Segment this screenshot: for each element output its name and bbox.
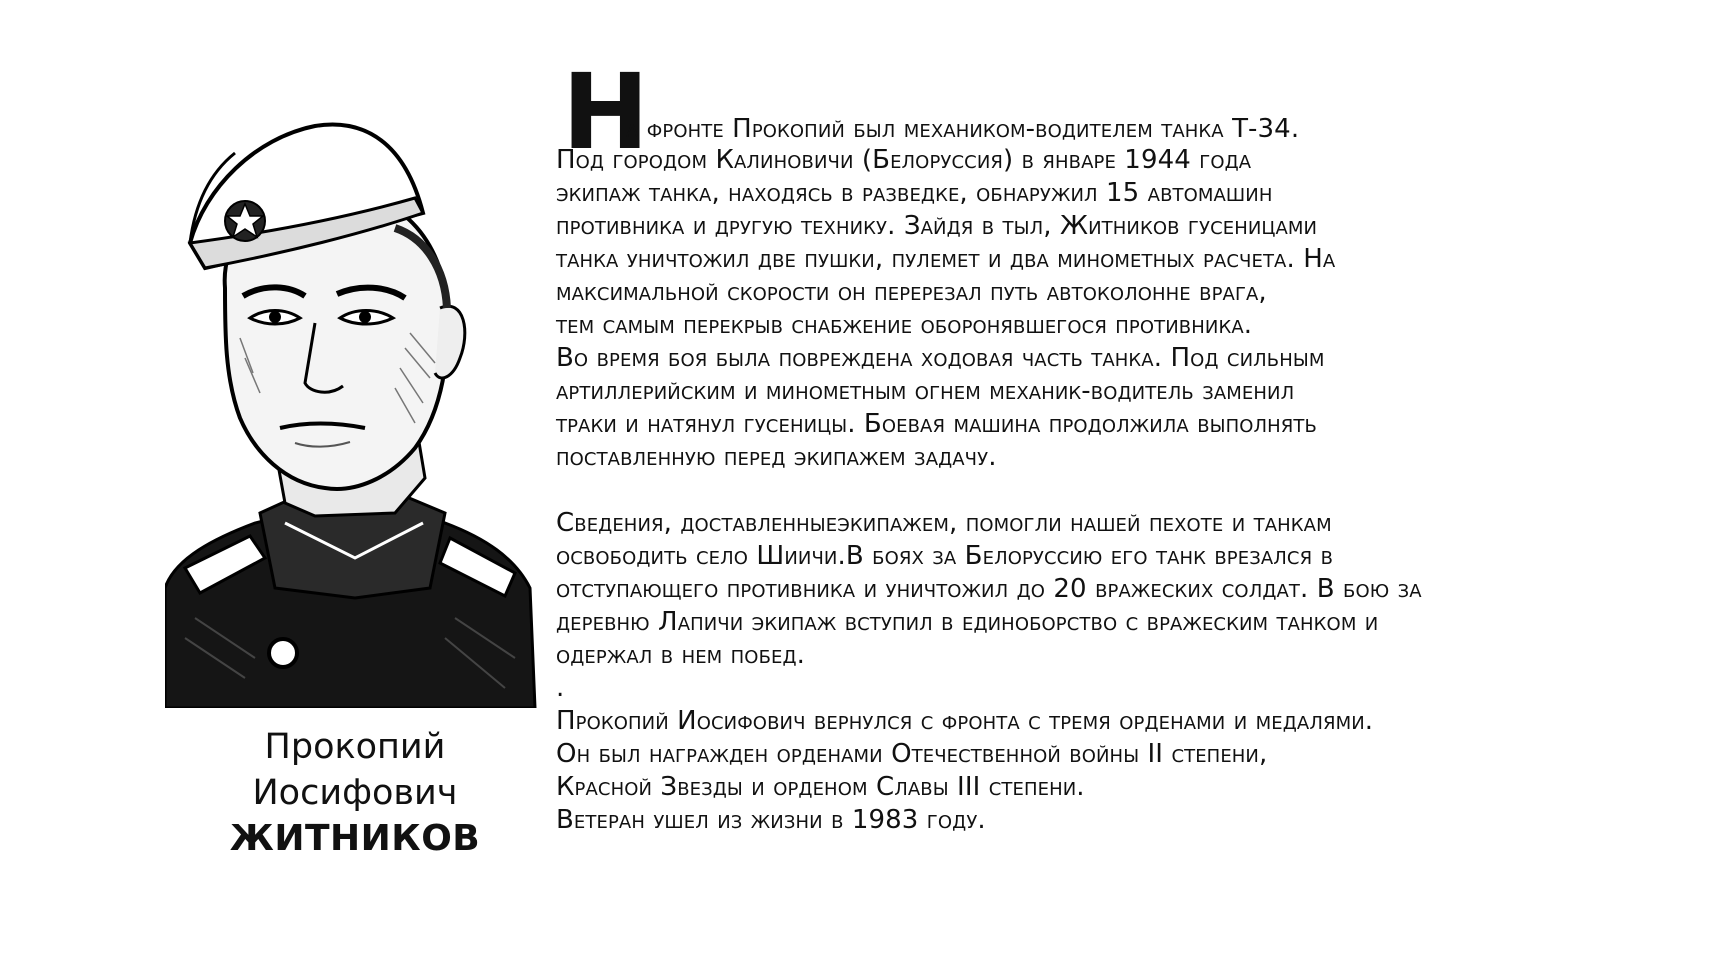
bio-line: противника и другую технику. Зайдя в тыл, Житников гусеницами [556, 211, 1318, 241]
bio-line: максимальной скорости он перерезал путь автоколонне врага, [556, 277, 1267, 307]
bio-line: артиллерийским и минометным огнем механик-водитель заменил [556, 376, 1295, 406]
bio-line: Ветеран ушел из жизни в 1983 году. [556, 805, 986, 835]
bio-line: тем самым перекрыв снабжение оборонявшегося противника. [556, 310, 1253, 340]
bio-line: траки и натянул гусеницы. Боевая машина продолжила выполнять [556, 409, 1317, 439]
portrait-caption [170, 724, 540, 862]
soldier-portrait [165, 118, 545, 708]
bio-line: экипаж танка, находясь в разведке, обнаружил 15 автомашин [556, 178, 1273, 208]
bio-line: Он был награжден орденами Отечественной войны II степени, [556, 739, 1268, 769]
bio-line: Во время боя была повреждена ходовая часть танка. Под сильным [556, 343, 1325, 373]
bio-line: Прокопий Иосифович вернулся с фронта с тремя орденами и медалями. [556, 706, 1374, 736]
bio-line: Сведения, доставленныеэкипажем, помогли нашей пехоте и танкам [556, 508, 1332, 538]
biography-text [556, 51, 1666, 860]
bio-line: а фронте Прокопий был механиком-водителем танка Т-34. [626, 114, 1300, 144]
bio-line: освободить село Шиичи.В боях за Белоруссию его танк врезался в [556, 541, 1334, 571]
person-surname: ЖИТНИКОВ [229, 818, 481, 859]
bio-line: . [556, 673, 565, 703]
bio-line: одержал в нем побед. [556, 640, 806, 670]
drop-cap: Н [562, 51, 648, 173]
bio-line: танка уничтожил две пушки, пулемет и два минометных расчета. На [556, 244, 1336, 274]
person-patronymic: Иосифович [252, 773, 458, 813]
bio-line: поставленную перед экипажем задачу. [556, 442, 997, 472]
bio-line: деревню Лапичи экипаж вступил в единоборство с вражеским танком и [556, 607, 1379, 637]
bio-line: Красной Звезды и орденом Славы III степени. [556, 772, 1085, 802]
bio-line: Под городом Калиновичи (Белоруссия) в январе 1944 года [556, 145, 1252, 175]
person-first-name: Прокопий [264, 727, 446, 767]
bio-line: отступающего противника и уничтожил до 20 вражеских солдат. В бою за [556, 574, 1422, 604]
